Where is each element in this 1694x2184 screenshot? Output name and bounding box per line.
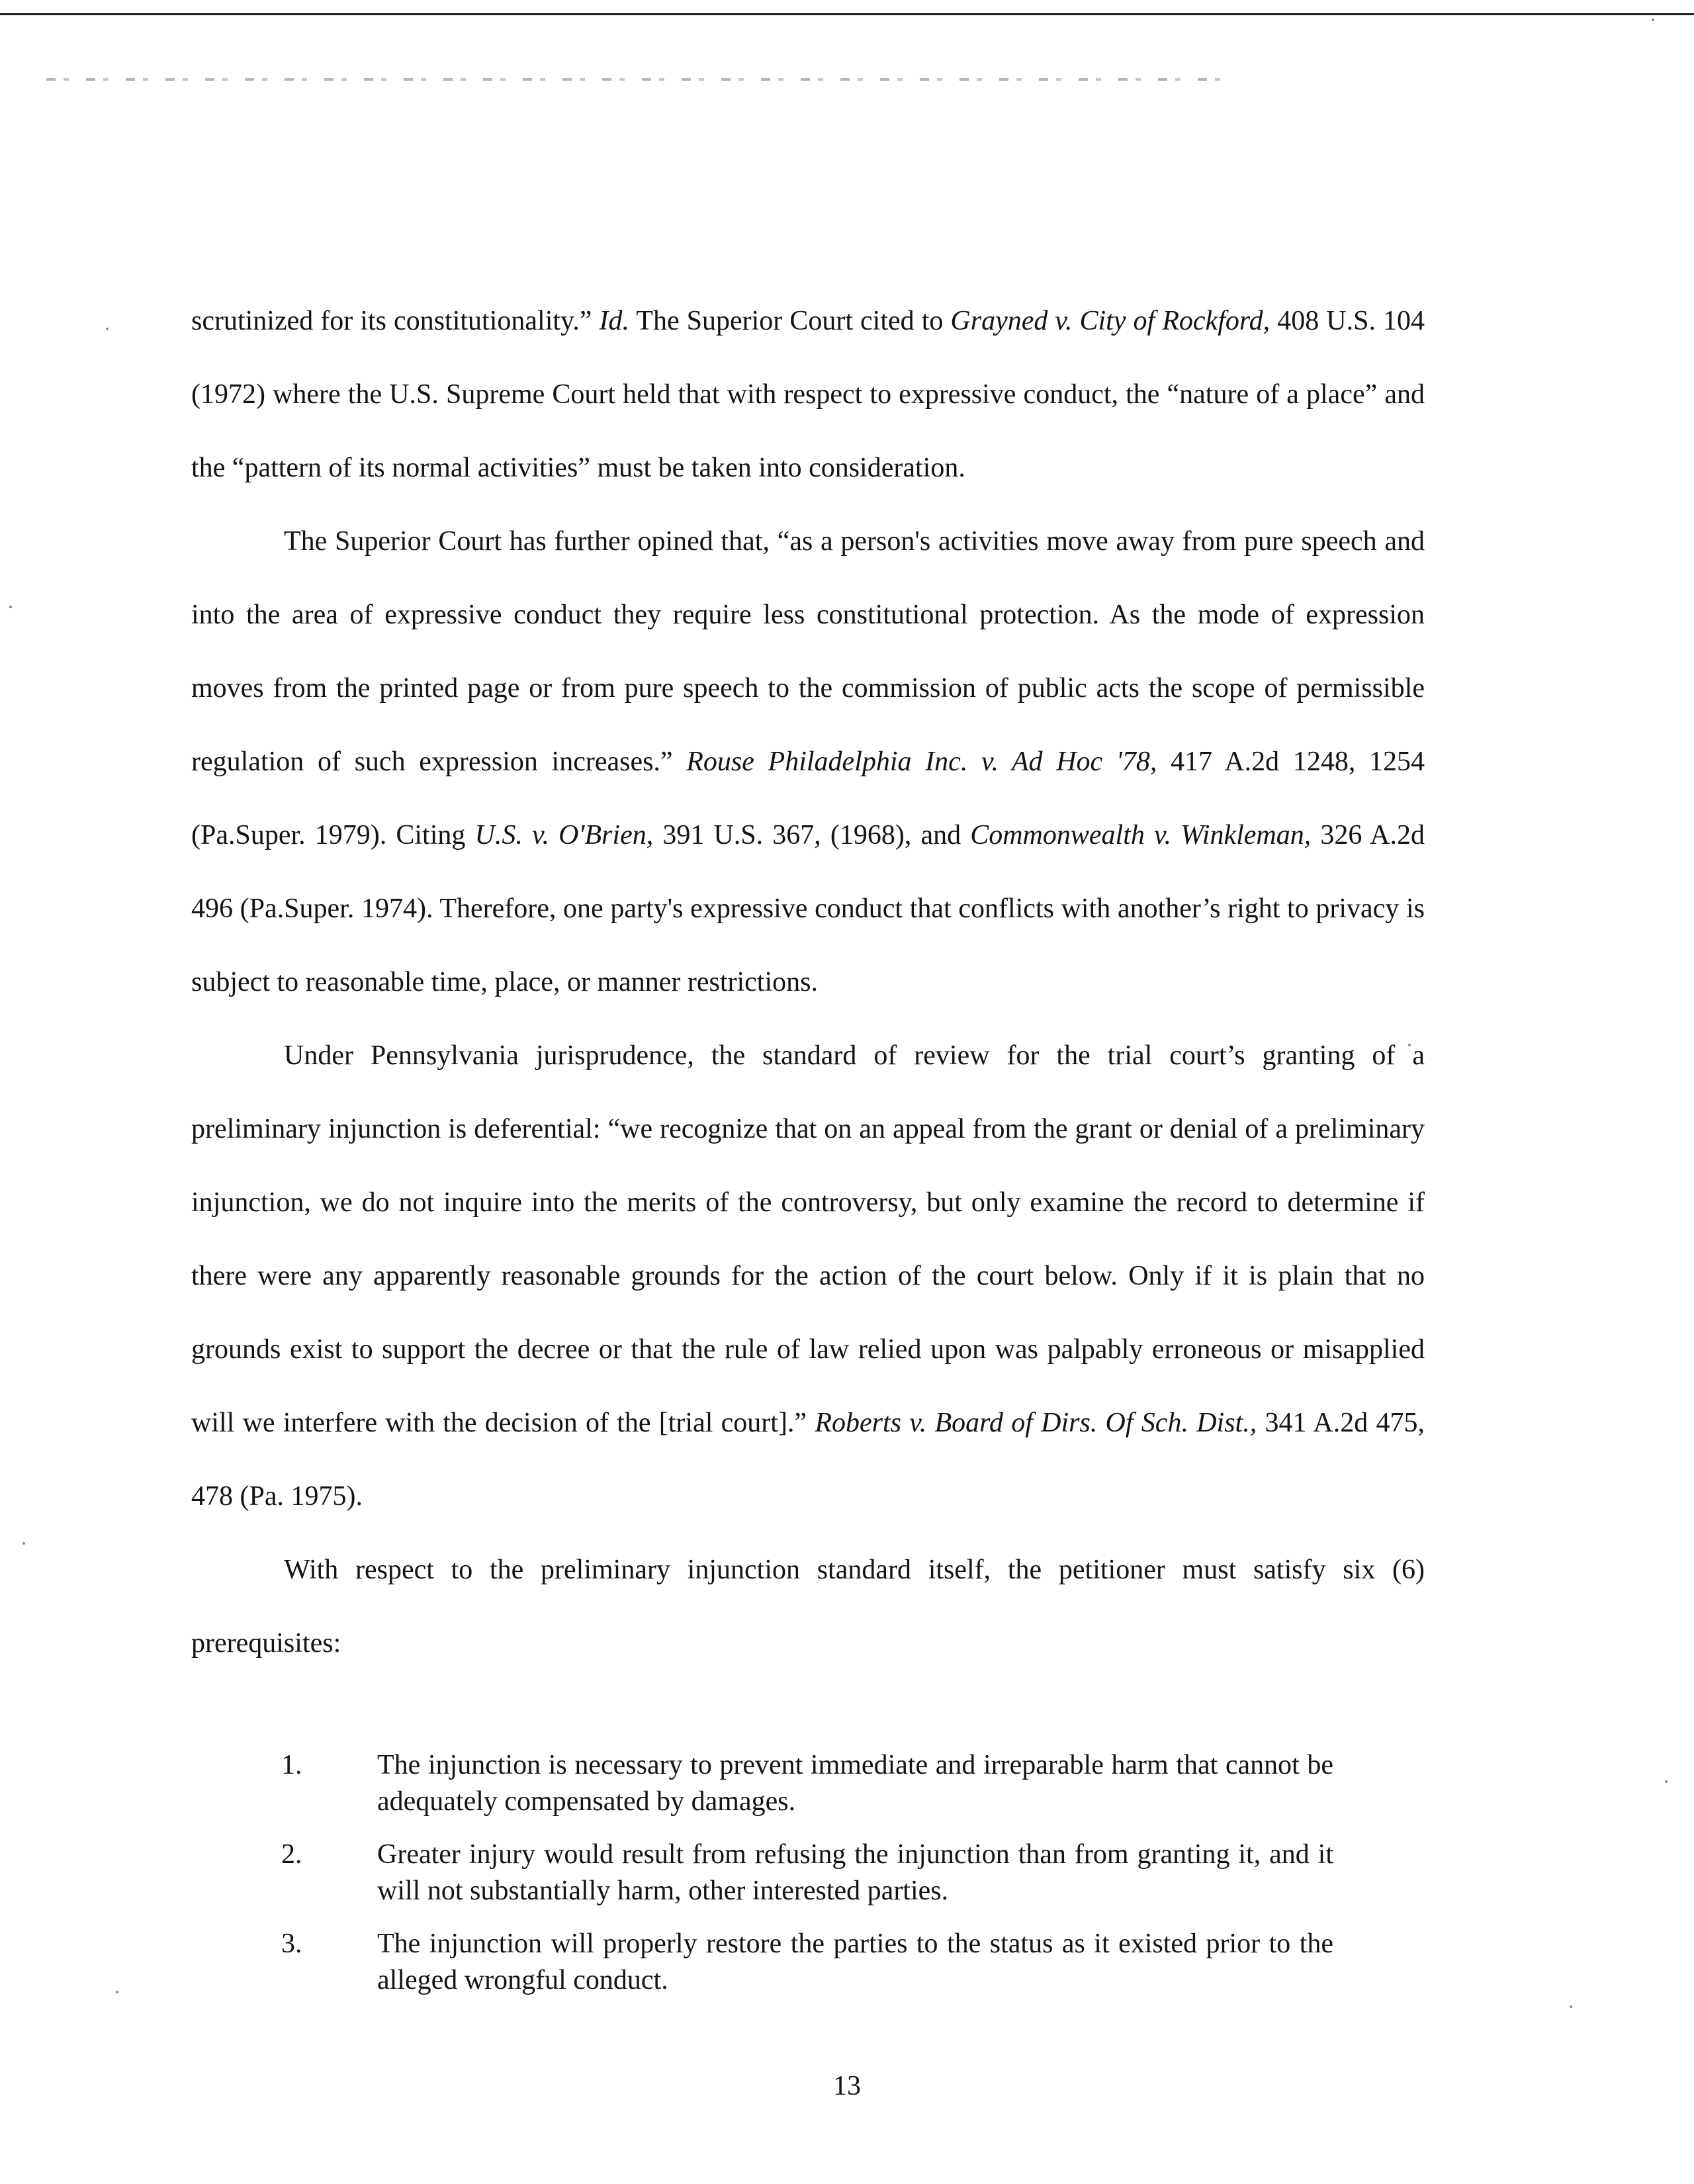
scan-speck [9,606,12,608]
paragraph-4 [191,1533,1425,1680]
scan-speck [1652,19,1654,21]
case-name-roberts: Roberts v. Board of Dirs. Of Sch. Dist., [815,1408,1257,1438]
case-name-winkleman: Commonwealth v. Winkleman, [970,820,1312,850]
scan-noise-strip [46,78,1237,81]
case-name-grayned: Grayned v. City of Rockford, [950,306,1270,336]
paragraph-3 [191,1019,1425,1533]
page-number: 13 [833,2071,861,2101]
paragraph-3-text: 341 A.2d 475, 478 (Pa. 1975). [191,1408,1425,1512]
case-name-rouse: Rouse Philadelphia Inc. v. Ad Hoc '78, [686,747,1157,777]
scan-speck [116,1991,118,1993]
paragraph-2 [191,505,1425,1019]
paragraph-2-text: 326 A.2d 496 (Pa.Super. 1974). Therefore, one party's expressive conduct that conflicts with another’s right to privacy is subject to reasonable time, place, or manner restrictions. [191,820,1425,997]
scan-speck [22,1542,25,1545]
citation-id: Id. [599,306,629,336]
list-item [281,1837,1333,1909]
paragraph-1-text: The Superior Court cited to [629,306,951,336]
body-text [191,285,1425,1680]
scan-speck [1570,2005,1572,2008]
list-item-text: The injunction is necessary to prevent immediate and irreparable harm that cannot be adequately compensated by damages. [377,1750,1333,1817]
list-item-number: 3. [281,1929,302,1959]
paragraph-1-text: scrutinized for its constitutionality.” [191,306,600,336]
paragraph-1-text: 408 U.S. 104 (1972) where the U.S. Supreme Court held that with respect to expressive conduct, the “nature of a place” and the “pattern of its normal activities” must be taken into consideration. [191,306,1425,483]
paragraph-2-text: The Superior Court has further opined that, “as a person's activities move away from pure speech and into the area of expressive conduct they require less constitutional protection. As the mode of expression moves from the printed page or from pure speech to the commission of public acts the scope of permissible regulation of such expression increases.” [191,526,1425,777]
paragraph-2-text: 391 U.S. 367, (1968), and [653,820,971,850]
paragraph-3-text: Under Pennsylvania jurisprudence, the standard of review for the trial court’s granting of a preliminary injunction is deferential: “we recognize that on an appeal from the grant or denial of a preliminary injunction, we do not inquire into the merits of the controversy, but only examine the record to determine if there were any apparently reasonable grounds for the action of the court below. Only if it is plain that no grounds exist to support the decree or that the rule of law relied upon was palpably erroneous or misapplied will we interfere with the decision of the [trial court].” [191,1040,1425,1438]
scan-speck [1665,1780,1668,1783]
list-item [281,1747,1333,1820]
list-item-text: Greater injury would result from refusing the injunction than from granting it, and it will not substantially harm, other interested parties. [377,1839,1333,1906]
paragraph-2-text: 417 A.2d 1248, 1254 (Pa.Super. 1979). Citing [191,747,1425,850]
list-item-text: The injunction will properly restore the parties to the status as it existed prior to the alleged wrongful conduct. [377,1929,1333,1995]
case-name-obrien: U.S. v. O'Brien, [474,820,654,850]
scan-speck [106,328,109,330]
list-item-number: 1. [281,1750,302,1780]
scan-top-rule [0,13,1694,15]
prerequisites-list [281,1747,1333,2015]
list-item-number: 2. [281,1839,302,1870]
paragraph-1 [191,285,1425,505]
paragraph-4-text: With respect to the preliminary injunction standard itself, the petitioner must satisfy six (6) prerequisites: [191,1555,1425,1659]
list-item [281,1926,1333,1999]
